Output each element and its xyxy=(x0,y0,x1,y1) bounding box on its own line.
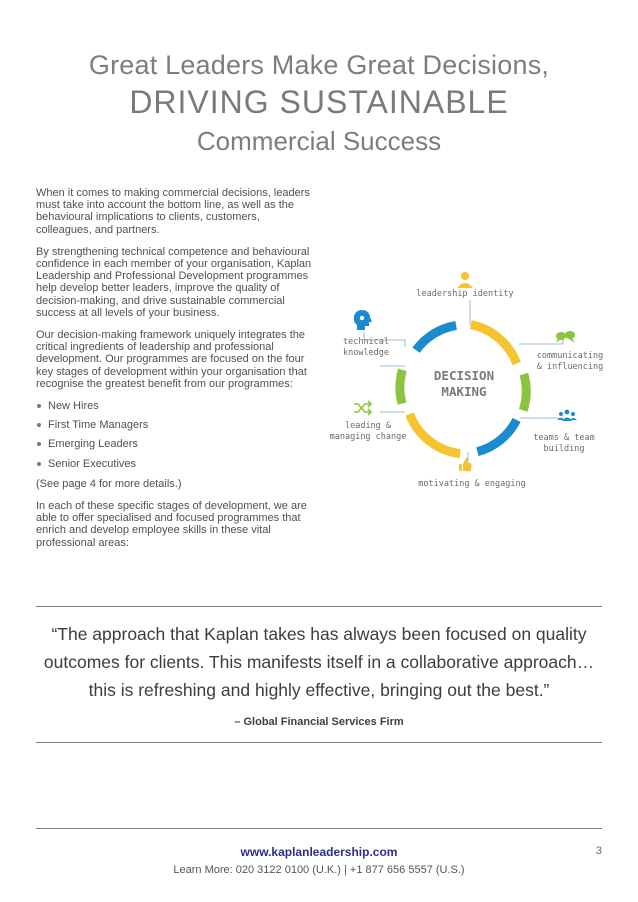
ring-segment-blue-bottom-right xyxy=(477,420,516,452)
list-item: First Time Managers xyxy=(36,419,312,431)
paragraph-specific-stages: In each of these specific stages of development, we are able to offer specialised and focused programmes that enrich and develop employee skills in these vital professional areas: xyxy=(36,500,307,549)
ring-segment-blue-top-left xyxy=(416,325,456,350)
person-icon xyxy=(457,272,473,288)
ring-segment-yellow-top xyxy=(471,325,517,364)
ring-segment-green-left xyxy=(400,370,403,404)
list-item: Emerging Leaders xyxy=(36,438,312,450)
heading-line1: Great Leaders Make Great Decisions, xyxy=(88,50,550,80)
label-teams: teams & team building xyxy=(533,433,595,454)
label-leadership-identity: leadership identity xyxy=(416,289,514,299)
label-leading: leading & managing change xyxy=(329,421,407,442)
list-item: Senior Executives xyxy=(36,458,312,470)
paragraph-framework: Our decision-making framework uniquely integrates the critical ingredients of leadership and professional development. Our programmes are focused on the four key stages of development within your organisation that recognise the greatest benefit from our programmes: xyxy=(36,329,307,390)
testimonial-quote: “The approach that Kaplan takes has always been focused on quality outcomes for clients. This manifests itself in a collaborative approach… this is refreshing and highly effective, bringing out the best.” xyxy=(43,624,595,700)
page-number: 3 xyxy=(595,845,602,857)
ring-segment-yellow-bottom xyxy=(410,414,461,454)
list-item: New Hires xyxy=(36,400,312,412)
learn-more-contact: Learn More: 020 3122 0100 (U.K.) | +1 877 656 5557 (U.S.) xyxy=(173,864,465,876)
shuffle-icon xyxy=(354,401,371,415)
paragraph-see-page: (See page 4 for more details.) xyxy=(36,477,182,490)
divider-top xyxy=(36,606,602,607)
heading-line2: DRIVING SUSTAINABLE xyxy=(129,84,509,120)
divider-bottom xyxy=(36,742,602,743)
thumbs-up-icon xyxy=(459,458,472,471)
paragraph-strengthening: By strengthening technical competence and behavioural confidence in each member of your organisation, Kaplan Leadership and Professional Development programmes help develop better leaders, improve the quality of decision-making, and drive sustainable commercial success at all levels of your business. xyxy=(36,245,312,319)
label-communicating: communicating & influencing xyxy=(536,351,604,372)
label-motivating: motivating & engaging xyxy=(418,479,526,489)
head-gear-icon xyxy=(354,310,372,330)
heading-line3: Commercial Success xyxy=(196,126,442,156)
label-technical: technical knowledge xyxy=(342,337,390,358)
diagram-center-line2: MAKING xyxy=(441,384,487,399)
testimonial-attribution: – Global Financial Services Firm xyxy=(234,716,404,728)
footer-divider xyxy=(36,828,602,829)
diagram-center-line1: DECISION xyxy=(433,368,495,383)
ring-segment-green-right xyxy=(523,374,526,410)
chat-bubbles-icon xyxy=(556,331,575,343)
team-icon xyxy=(557,410,577,421)
paragraph-intro: When it comes to making commercial decisions, leaders must take into account the bottom line, as well as the behavioural implications to clients, customers, colleagues, and partners. xyxy=(36,187,310,236)
website-link[interactable]: www.kaplanleadership.com xyxy=(240,845,398,859)
